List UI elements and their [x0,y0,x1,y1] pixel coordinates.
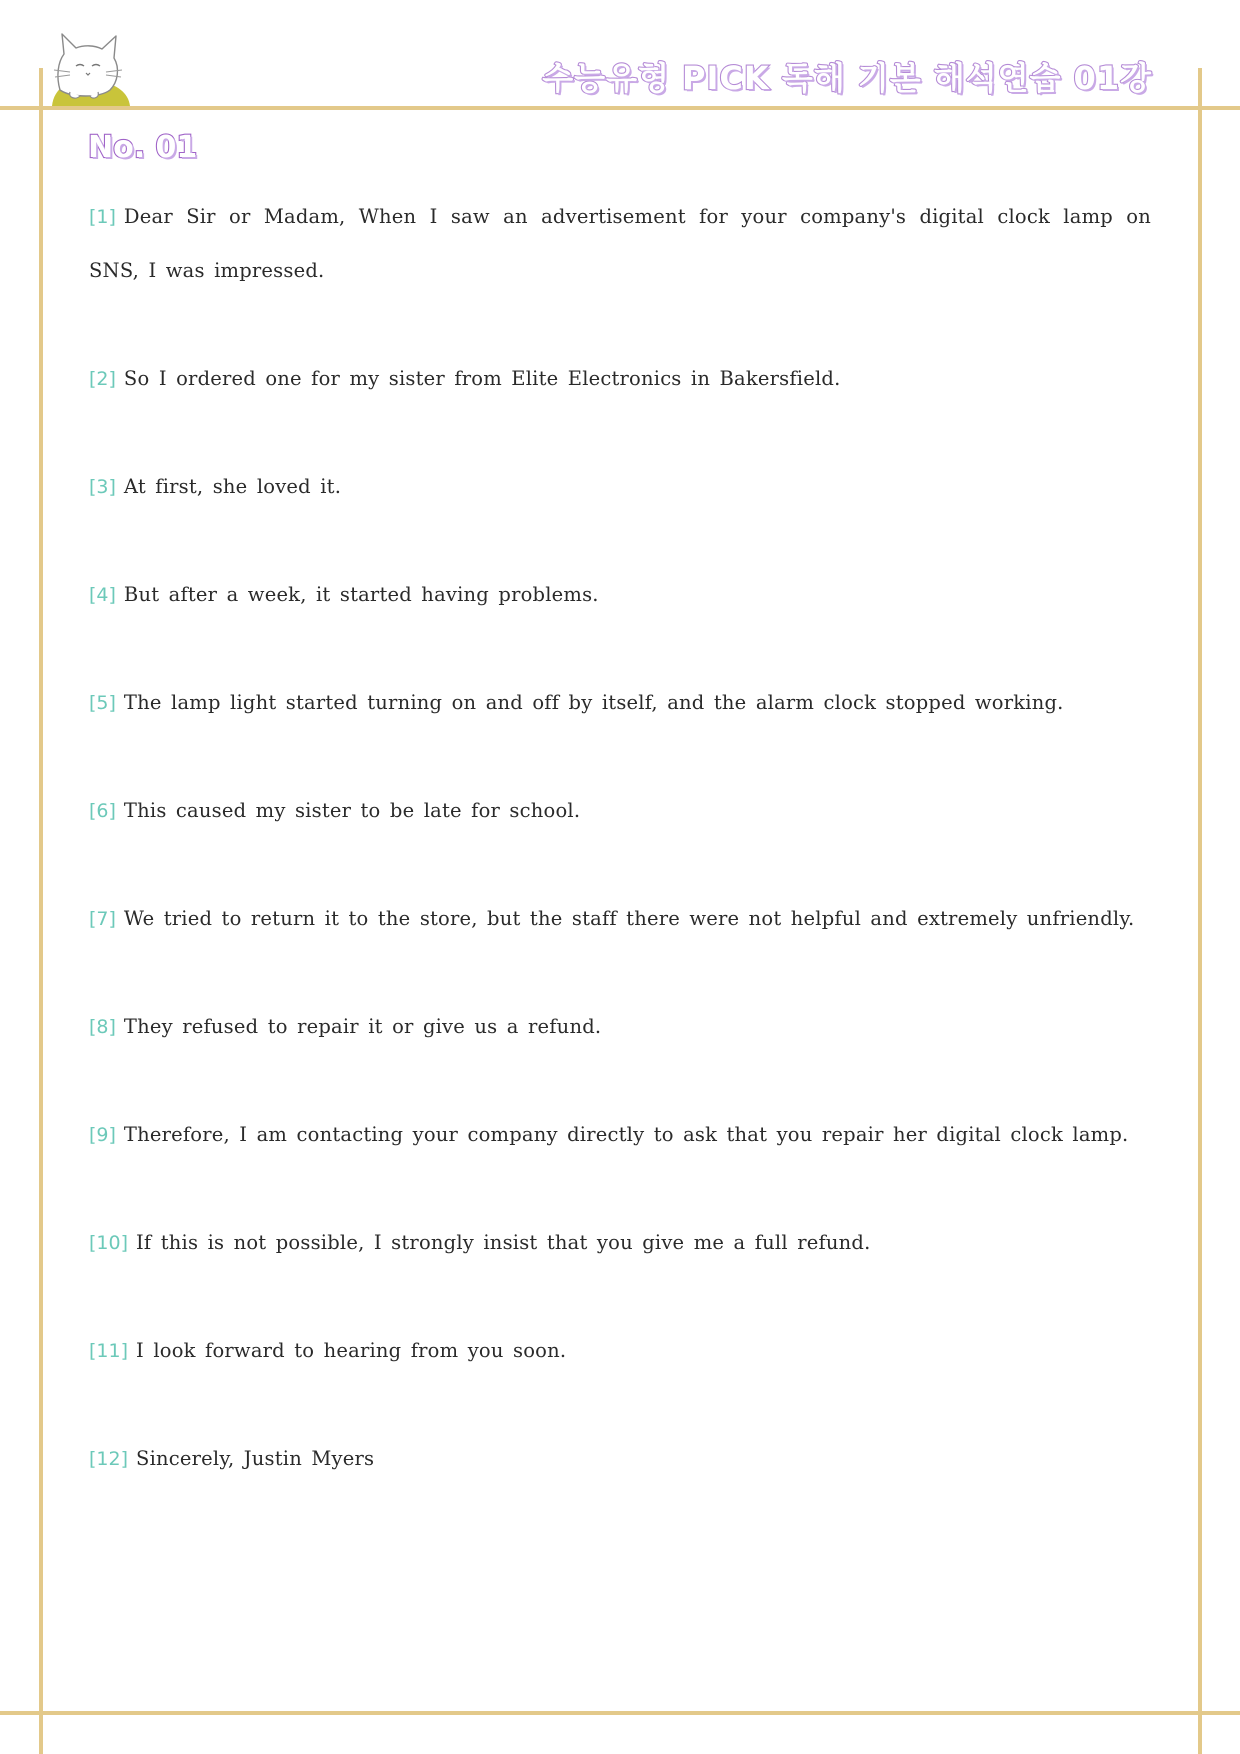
sentence-number: [8] [89,1016,116,1038]
sentence-11 [89,1324,1151,1378]
sentence-text: At first, she loved it. [123,475,342,498]
left-border [39,68,43,1754]
sentence-number: [7] [89,908,116,930]
sentence-number: [11] [89,1340,129,1362]
sentence-number: [3] [89,476,116,498]
sentence-text: Sincerely, Justin Myers [136,1447,375,1470]
sentence-number: [12] [89,1448,129,1470]
sentence-7 [89,892,1151,946]
sentence-list [89,190,1151,1486]
sentence-text: If this is not possible, I strongly insist that you give me a full refund. [136,1231,871,1254]
sentence-4 [89,568,1151,622]
sentence-2 [89,352,1151,406]
sentence-12 [89,1432,1151,1486]
document-number: No. 01 [88,130,198,165]
sentence-number: [10] [89,1232,129,1254]
sentence-5 [89,676,1151,730]
header-rule [0,106,1240,110]
sentence-3 [89,460,1151,514]
sentence-8 [89,1000,1151,1054]
sentence-text: But after a week, it started having problems. [123,583,599,606]
sentence-10 [89,1216,1151,1270]
sentence-9 [89,1108,1151,1162]
sentence-text: I look forward to hearing from you soon. [136,1339,567,1362]
page-title: 수능유형 PICK 독해 기본 해석연습 01강 [542,59,1152,97]
sentence-number: [1] [89,206,116,228]
sentence-number: [4] [89,584,116,606]
sentence-number: [2] [89,368,116,390]
sentence-6 [89,784,1151,838]
sentence-1 [89,190,1151,298]
sentence-text: This caused my sister to be late for school. [123,799,581,822]
sentence-number: [6] [89,800,116,822]
sentence-text: Therefore, I am contacting your company directly to ask that you repair her digital clock lamp. [123,1123,1129,1146]
sentence-text: So I ordered one for my sister from Elite Electronics in Bakersfield. [123,367,841,390]
sentence-text: We tried to return it to the store, but the staff there were not helpful and extremely unfriendly. [123,907,1135,930]
footer-rule [0,1711,1240,1715]
sentence-number: [5] [89,692,116,714]
sentence-text: They refused to repair it or give us a refund. [123,1015,602,1038]
sentence-text: Dear Sir or Madam, When I saw an advertisement for your company's digital clock lamp on SNS, I was impressed. [89,205,1151,282]
right-border [1198,68,1202,1754]
sentence-text: The lamp light started turning on and off by itself, and the alarm clock stopped working. [123,691,1064,714]
sentence-number: [9] [89,1124,116,1146]
cat-icon [46,28,134,106]
